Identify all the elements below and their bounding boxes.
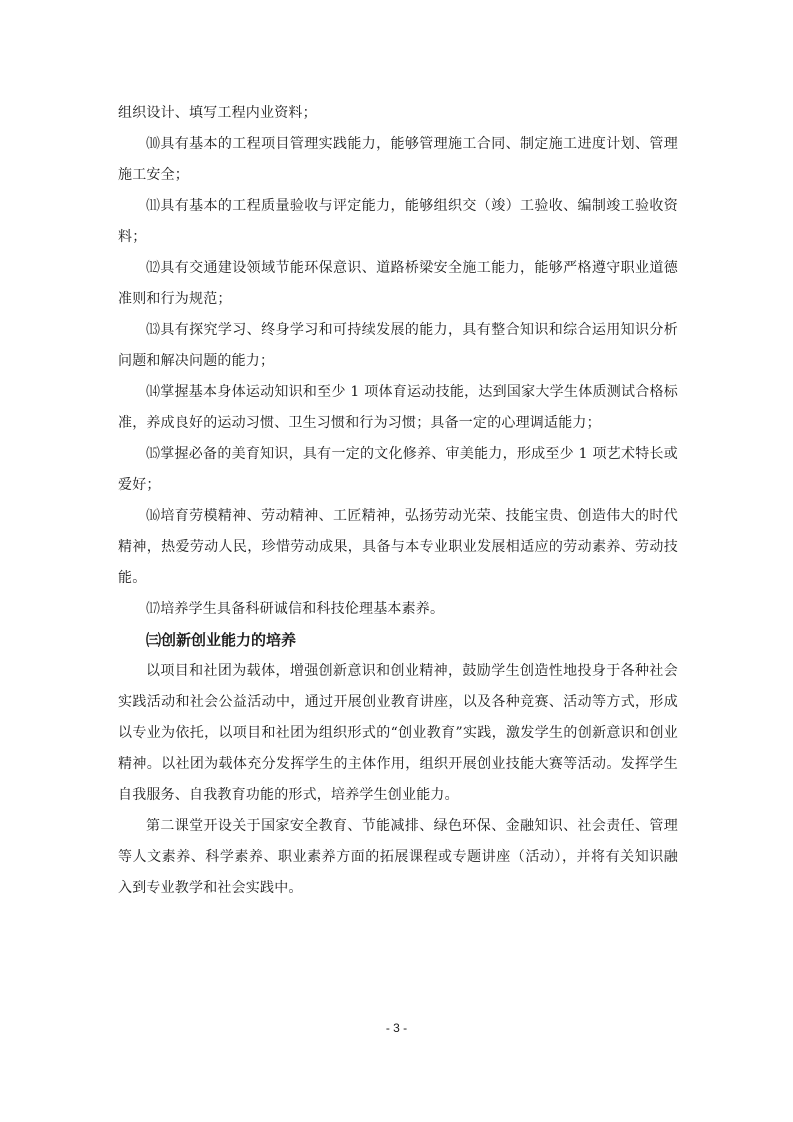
paragraph: ⒃培育劳模精神、劳动精神、工匠精神，弘扬劳动光荣、技能宝贵、创造伟大的时代精神，热爱劳动人民，珍惜劳动成果，具备与本专业职业发展相适应的劳动素养、劳动技能。 bbox=[118, 508, 678, 586]
paragraph: ⑽具有基本的工程项目管理实践能力，能够管理施工合同、制定施工进度计划、管理施工安全； bbox=[118, 136, 678, 183]
paragraph: ⒄培养学生具备科研诚信和科技伦理基本素养。 bbox=[146, 601, 445, 617]
paragraph: ⑾具有基本的工程质量验收与评定能力，能够组织交（竣）工验收、编制竣工验收资料； bbox=[118, 198, 678, 245]
paragraph: ⒀具有探究学习、终身学习和可持续发展的能力，具有整合知识和综合运用知识分析问题和解决问题的能力； bbox=[118, 322, 678, 369]
paragraph: ⒁掌握基本身体运动知识和至少 1 项体育运动技能，达到国家大学生体质测试合格标准，养成良好的运动习惯、卫生习惯和行为习惯；具备一定的心理调适能力； bbox=[118, 384, 678, 431]
body-text bbox=[118, 98, 678, 904]
paragraph: ⒂掌握必备的美育知识，具有一定的文化修养、审美能力，形成至少 1 项艺术特长或爱好； bbox=[118, 446, 678, 493]
page-number: - 3 - bbox=[385, 1021, 408, 1035]
paragraph: 以项目和社团为载体，增强创新意识和创业精神，鼓励学生创造性地投身于各种社会实践活动和社会公益活动中，通过开展创业教育讲座，以及各种竞赛、活动等方式，形成以专业为依托，以项目和社团为组织形式的“创业教育”实践，激发学生的创新意识和创业精神。以社团为载体充分发挥学生的主体作用，组织开展创业技能大赛等活动。发挥学生自我服务、自我教育功能的形式，培养学生创业能力。 bbox=[118, 663, 678, 803]
section-heading: ㈢创新创业能力的培养 bbox=[146, 631, 297, 649]
paragraph: 第二课堂开设关于国家安全教育、节能减排、绿色环保、金融知识、社会责任、管理等人文素养、科学素养、职业素养方面的拓展课程或专题讲座（活动），并将有关知识融入到专业教学和社会实践中。 bbox=[118, 818, 678, 896]
paragraph: 组织设计、填写工程内业资料； bbox=[118, 105, 317, 121]
paragraph: ⑿具有交通建设领域节能环保意识、道路桥梁安全施工能力，能够严格遵守职业道德准则和行为规范； bbox=[118, 260, 678, 307]
